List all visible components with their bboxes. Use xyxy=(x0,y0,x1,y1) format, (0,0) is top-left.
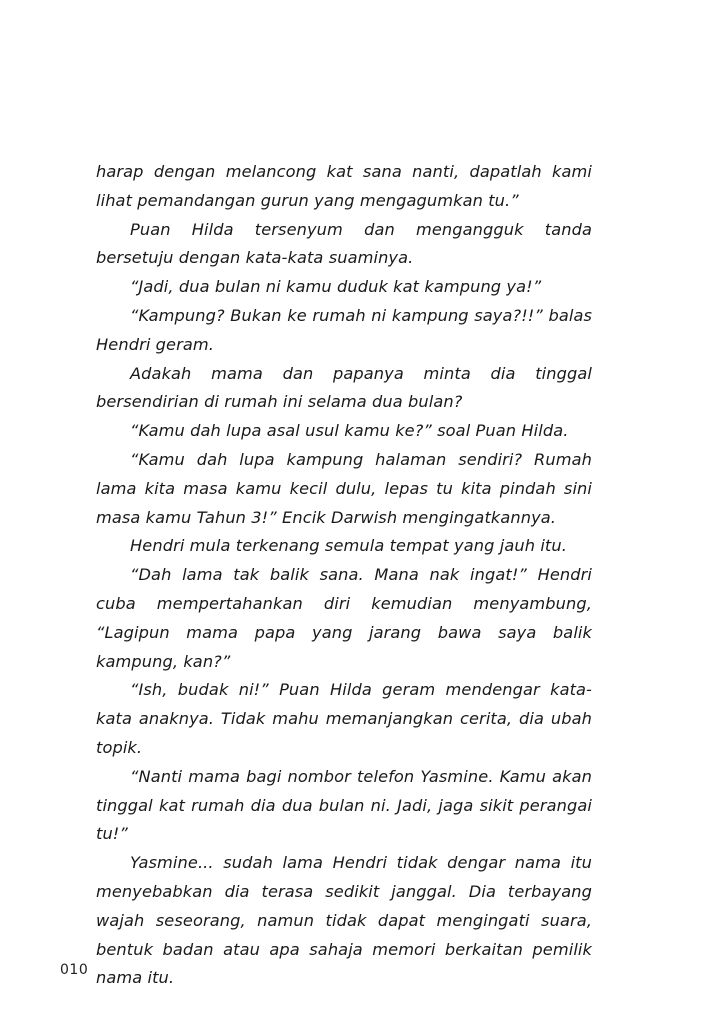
paragraph: “Kamu dah lupa kampung halaman sendiri? Rumah lama kita masa kamu kecil dulu, lepas tu kita pindah sini masa kamu Tahun 3!” Encik Darwish mengingatkannya. xyxy=(96,449,592,527)
paragraph: Yasmine... sudah lama Hendri tidak dengar nama itu menyebabkan dia terasa sedikit janggal. Dia terbayang wajah seseorang, namun tidak dapat mengingati suara, bentuk badan atau apa sahaja memori berkaitan pemilik nama itu. xyxy=(96,853,592,988)
paragraph: “Kamu dah lupa asal usul kamu ke?” soal Puan Hilda. xyxy=(130,421,569,441)
paragraph: Puan Hilda tersenyum dan mengangguk tanda bersetuju dengan kata-kata suaminya. xyxy=(96,219,592,268)
paragraph: Hendri mula terkenang semula tempat yang jauh itu. xyxy=(130,536,567,556)
paragraph: harap dengan melancong kat sana nanti, dapatlah kami lihat pemandangan gurun yang mengagumkan tu.” xyxy=(96,162,592,210)
paragraph: “Kampung? Bukan ke rumah ni kampung saya?!!” balas Hendri geram. xyxy=(96,305,592,354)
paragraph: “Jadi, dua bulan ni kamu duduk kat kampung ya!” xyxy=(130,277,542,297)
paragraph: “Dah lama tak balik sana. Mana nak ingat!” Hendri cuba mempertahankan diri kemudian menyambung, “Lagipun mama papa yang jarang bawa saya balik kampung, kan?” xyxy=(96,565,592,671)
paragraph: Adakah mama dan papanya minta dia tinggal bersendirian di rumah ini selama dua bulan? xyxy=(96,363,592,412)
paragraph: “Nanti mama bagi nombor telefon Yasmine. Kamu akan tinggal kat rumah dia dua bulan ni. Jadi, jaga sikit perangai tu!” xyxy=(96,766,592,844)
paragraph: “Ish, budak ni!” Puan Hilda geram mendengar kata-kata anaknya. Tidak mahu memanjangkan cerita, dia ubah topik. xyxy=(96,680,592,757)
page-number: 010 xyxy=(60,962,89,978)
page-body xyxy=(96,158,592,993)
